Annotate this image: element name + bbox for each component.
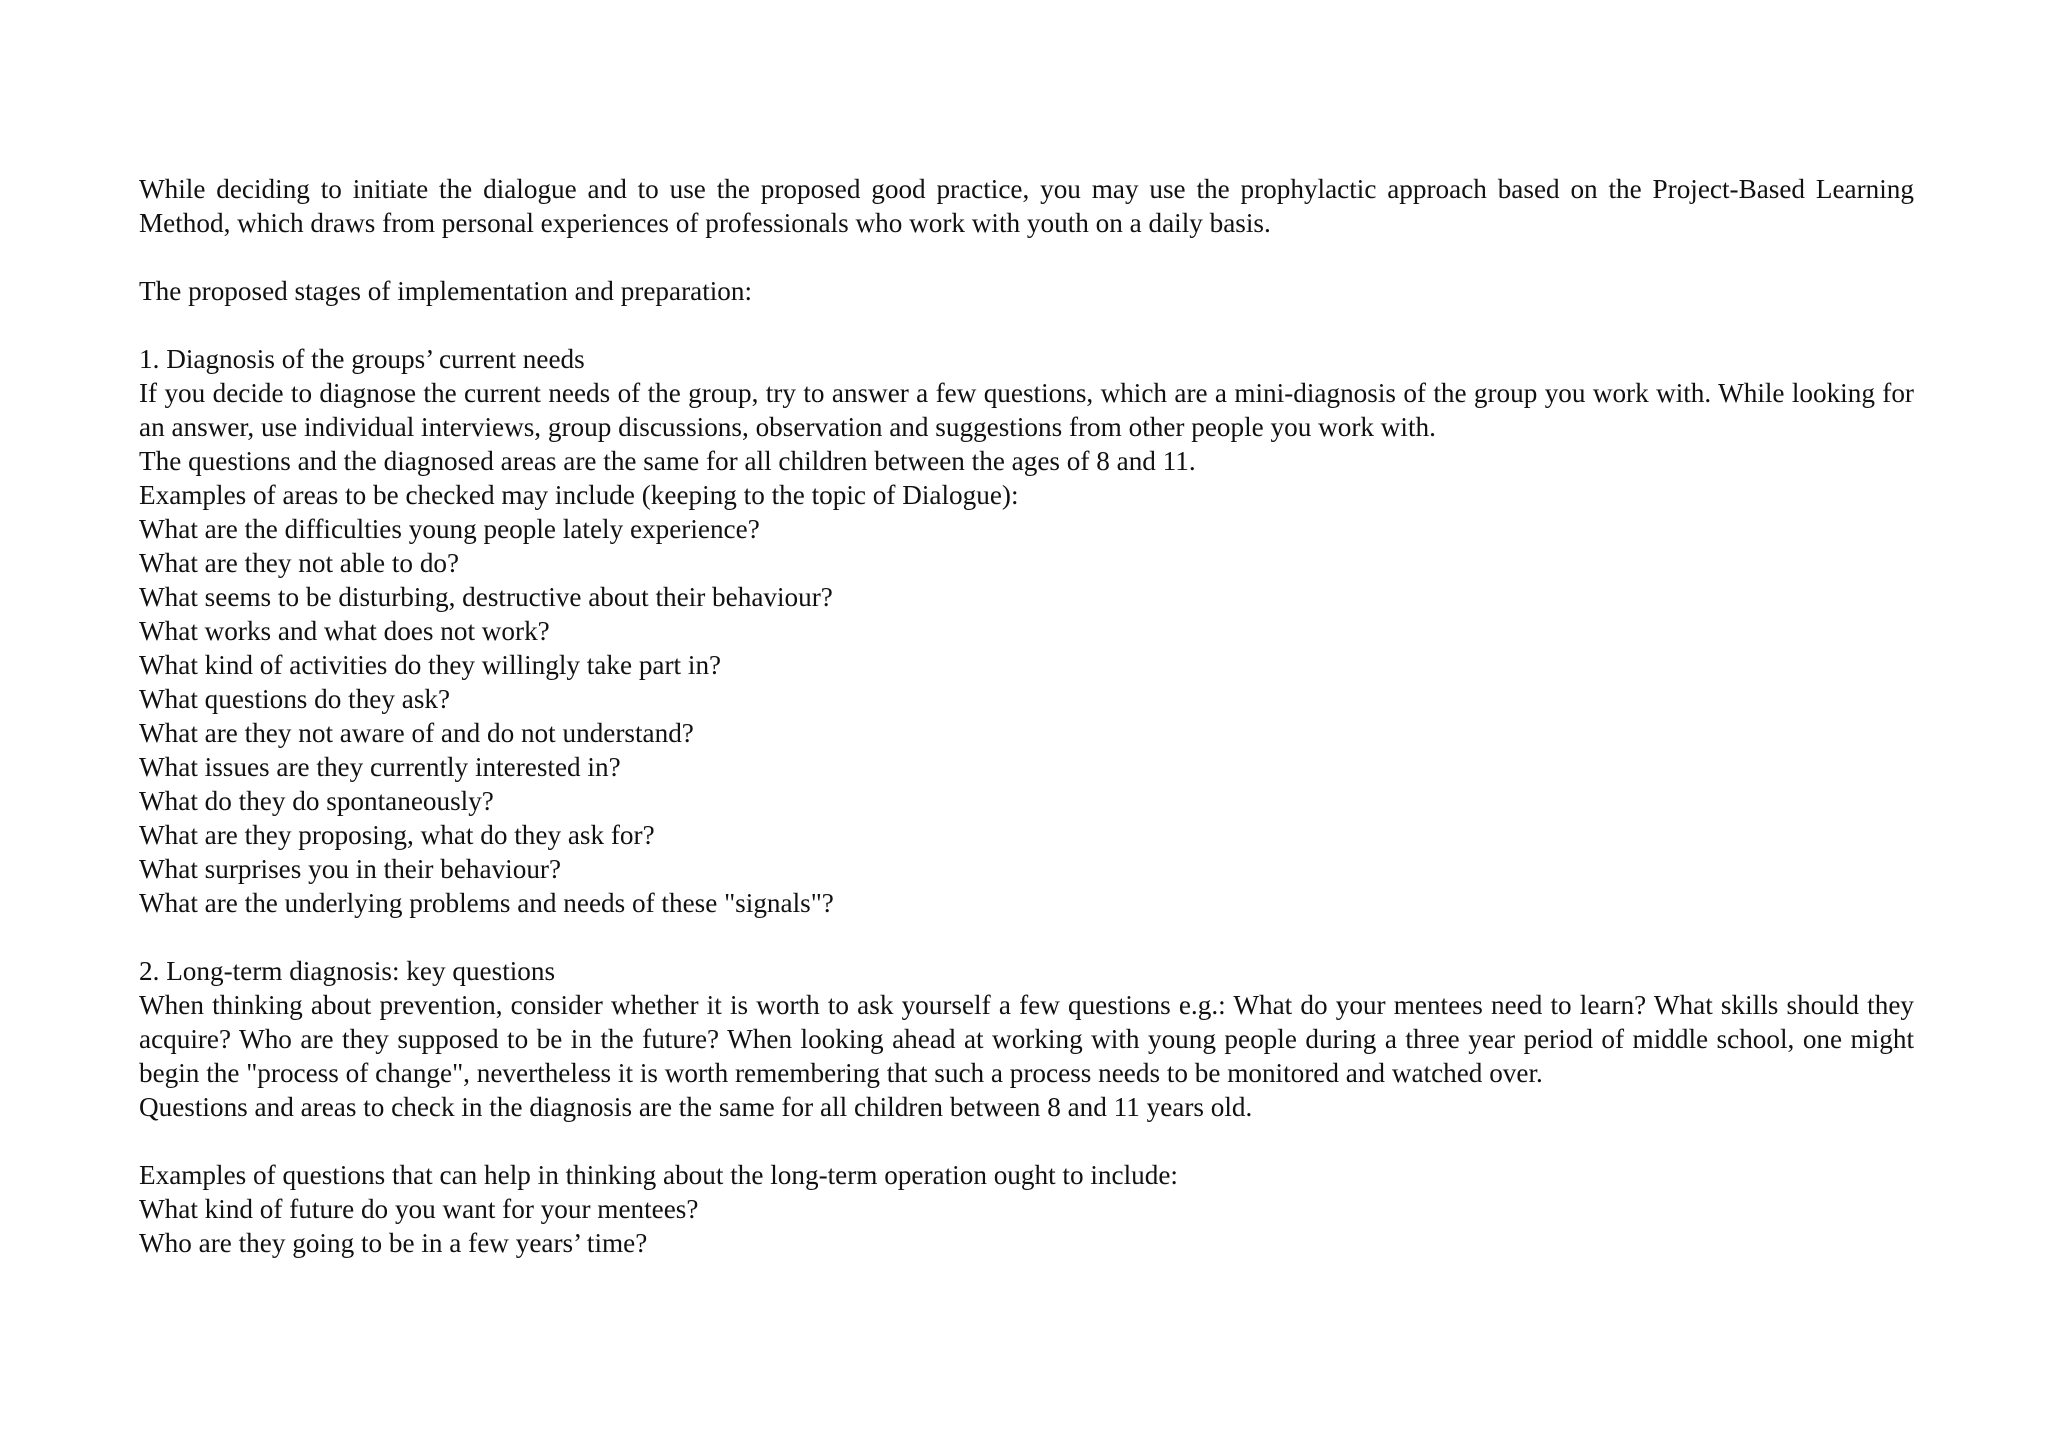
- question-line: What kind of activities do they willingly take part in?: [139, 650, 722, 680]
- question-line: What questions do they ask?: [139, 684, 451, 714]
- question-line: Who are they going to be in a few years’ time?: [139, 1228, 648, 1258]
- section-1-ages-note: The questions and the diagnosed areas are the same for all children between the ages of 8 and 11.: [139, 446, 1196, 476]
- question-line: What kind of future do you want for your mentees?: [139, 1194, 699, 1224]
- section-2-title: 2. Long-term diagnosis: key questions: [139, 956, 556, 986]
- section-1-title: 1. Diagnosis of the groups’ current needs: [139, 344, 585, 374]
- spacer: [139, 308, 1914, 342]
- question-line: What are the underlying problems and needs of these "signals"?: [139, 888, 834, 918]
- question-line: What are they not aware of and do not understand?: [139, 718, 694, 748]
- intro-paragraph: While deciding to initiate the dialogue and to use the proposed good practice, you may use the prophylactic approach based on the Project-Based Learning Method, which draws from personal experiences of professionals who work with youth on a daily basis.: [139, 174, 1914, 238]
- section-2-ages-note: Questions and areas to check in the diagnosis are the same for all children between 8 and 11 years old.: [139, 1092, 1253, 1122]
- question-line: What issues are they currently interested in?: [139, 752, 621, 782]
- stages-heading: The proposed stages of implementation and preparation:: [139, 276, 753, 306]
- question-line: What surprises you in their behaviour?: [139, 854, 562, 884]
- spacer: [139, 1124, 1914, 1158]
- question-line: What seems to be disturbing, destructive about their behaviour?: [139, 582, 833, 612]
- section-1: [139, 342, 1914, 920]
- question-line: What do they do spontaneously?: [139, 786, 494, 816]
- question-line: What works and what does not work?: [139, 616, 550, 646]
- section-2: [139, 954, 1914, 1260]
- section-2-examples-intro: Examples of questions that can help in thinking about the long-term operation ought to include:: [139, 1160, 1178, 1190]
- spacer: [139, 240, 1914, 274]
- section-2-question-list: [139, 1192, 1914, 1260]
- section-1-question-list: [139, 512, 1914, 920]
- spacer: [139, 920, 1914, 954]
- question-line: What are they proposing, what do they ask for?: [139, 820, 655, 850]
- section-2-body: When thinking about prevention, consider whether it is worth to ask yourself a few questions e.g.: What do your mentees need to learn? What skills should they acquire? Who are they supposed to be in the future? When looking ahead at working with young people during a three year period of middle school, one might begin the "process of change", nevertheless it is worth remembering that such a process needs to be monitored and watched over.: [139, 990, 1914, 1088]
- section-1-examples-intro: Examples of areas to be checked may include (keeping to the topic of Dialogue):: [139, 480, 1019, 510]
- question-line: What are the difficulties young people lately experience?: [139, 514, 760, 544]
- section-1-body: If you decide to diagnose the current needs of the group, try to answer a few questions, which are a mini-diagnosis of the group you work with. While looking for an answer, use individual interviews, group discussions, observation and suggestions from other people you work with.: [139, 378, 1914, 442]
- question-line: What are they not able to do?: [139, 548, 460, 578]
- document-page: [139, 172, 1914, 1260]
